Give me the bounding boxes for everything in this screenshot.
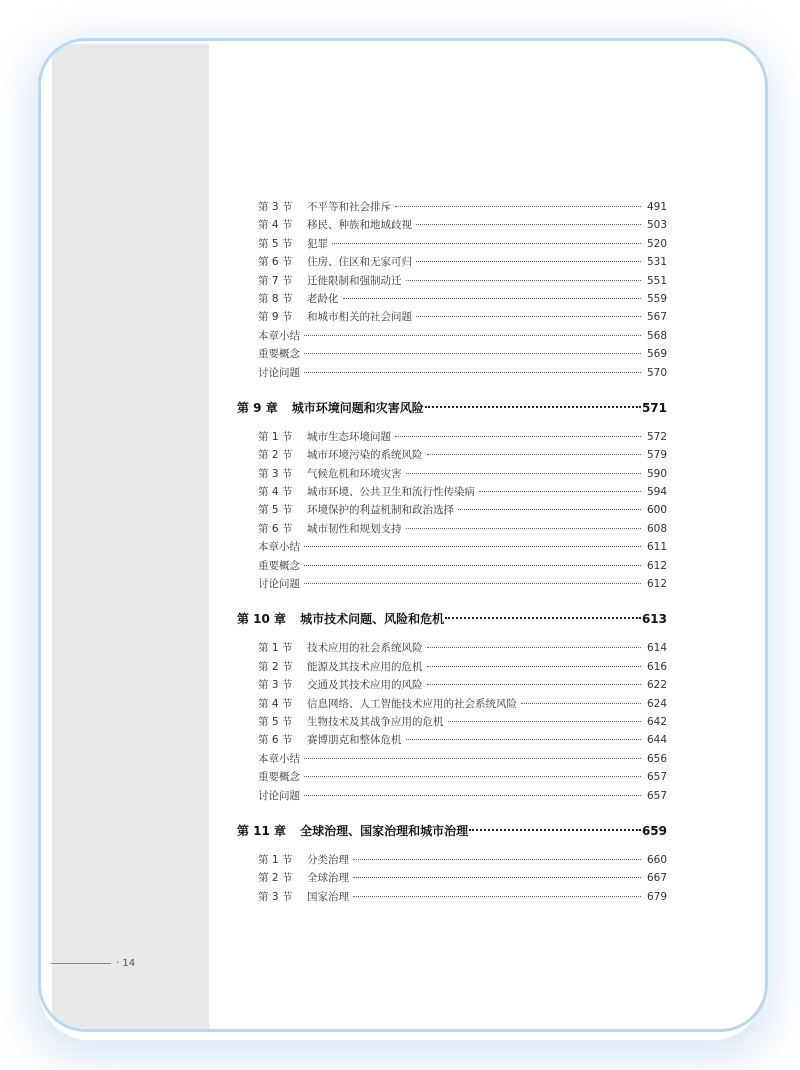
section-number: 第 1 节 bbox=[258, 853, 293, 866]
page-number bbox=[51, 958, 135, 969]
toc-entry[interactable] bbox=[237, 364, 667, 382]
leader-dots bbox=[416, 261, 641, 262]
section-title: 交通及其技术应用的风险 bbox=[307, 679, 423, 692]
toc-entry[interactable] bbox=[237, 253, 667, 271]
leader-dots bbox=[458, 509, 641, 510]
page-number-text: · 14 bbox=[116, 958, 136, 969]
leader-dots bbox=[304, 583, 641, 584]
leader-dots bbox=[469, 829, 641, 831]
chapter-title: 全球治理、国家治理和城市治理 bbox=[300, 823, 469, 838]
section-page: 657 bbox=[646, 771, 667, 784]
section-title: 和城市相关的社会问题 bbox=[307, 311, 412, 324]
section-number: 第 5 节 bbox=[258, 504, 293, 517]
leader-dots bbox=[448, 721, 642, 722]
section-page: 594 bbox=[646, 486, 667, 499]
section-title: 迁徙限制和强制动迁 bbox=[307, 274, 402, 287]
chapter-number: 第 9 章 bbox=[237, 400, 278, 415]
section-page: 656 bbox=[646, 752, 667, 765]
section-number: 第 8 节 bbox=[258, 292, 293, 305]
chapter-title: 城市环境问题和灾害风险 bbox=[291, 400, 424, 415]
leader-dots bbox=[406, 528, 642, 529]
toc-entry[interactable] bbox=[237, 888, 667, 906]
toc-entry[interactable] bbox=[237, 538, 667, 556]
section-page: 657 bbox=[646, 789, 667, 802]
section-number: 第 3 节 bbox=[258, 679, 293, 692]
section-title: 气候危机和环境灾害 bbox=[307, 467, 402, 480]
leader-dots bbox=[304, 335, 641, 336]
chapter-page: 613 bbox=[641, 612, 667, 627]
section-page: 612 bbox=[646, 578, 667, 591]
leader-dots bbox=[427, 454, 642, 455]
section-page: 567 bbox=[646, 311, 667, 324]
leader-dots bbox=[416, 224, 641, 225]
section-number: 第 9 节 bbox=[258, 311, 293, 324]
section-title: 城市生态环境问题 bbox=[307, 430, 391, 443]
section-page: 559 bbox=[646, 292, 667, 305]
chapter-page: 659 bbox=[641, 823, 667, 838]
section-number: 重要概念 bbox=[258, 348, 300, 361]
toc-entry[interactable] bbox=[237, 465, 667, 483]
leader-dots bbox=[353, 877, 641, 878]
toc-entry[interactable] bbox=[237, 501, 667, 519]
section-page: 616 bbox=[646, 660, 667, 673]
toc-entry[interactable] bbox=[237, 768, 667, 786]
section-title: 老龄化 bbox=[307, 292, 339, 305]
section-number: 第 5 节 bbox=[258, 237, 293, 250]
section-title: 信息网络、人工智能技术应用的社会系统风险 bbox=[307, 697, 517, 710]
leader-dots bbox=[304, 353, 641, 354]
leader-dots bbox=[332, 243, 641, 244]
page-number-rule bbox=[51, 963, 111, 964]
section-page: 611 bbox=[646, 541, 667, 554]
section-title: 国家治理 bbox=[307, 890, 349, 903]
toc-entry[interactable] bbox=[237, 327, 667, 345]
section-page: 614 bbox=[646, 642, 667, 655]
leader-dots bbox=[395, 436, 641, 437]
leader-dots bbox=[304, 795, 641, 796]
leader-dots bbox=[304, 758, 641, 759]
section-title: 不平等和社会排斥 bbox=[307, 201, 391, 213]
section-title: 分类治理 bbox=[307, 853, 349, 866]
section-title: 技术应用的社会系统风险 bbox=[307, 642, 423, 655]
section-title: 城市环境、公共卫生和流行性传染病 bbox=[307, 486, 475, 499]
toc-entry[interactable] bbox=[237, 557, 667, 575]
chapter-heading[interactable] bbox=[237, 820, 667, 842]
section-number: 本章小结 bbox=[258, 752, 300, 765]
section-number: 第 2 节 bbox=[258, 449, 293, 462]
section-number: 重要概念 bbox=[258, 771, 300, 784]
leader-dots bbox=[304, 776, 641, 777]
toc-entry[interactable] bbox=[237, 235, 667, 253]
section-title: 城市韧性和规划支持 bbox=[307, 522, 402, 535]
side-strip bbox=[52, 44, 209, 1032]
section-number: 第 3 节 bbox=[258, 467, 293, 480]
leader-dots bbox=[304, 565, 641, 566]
section-page: 579 bbox=[646, 449, 667, 462]
section-page: 600 bbox=[646, 504, 667, 517]
toc-entry[interactable] bbox=[237, 869, 667, 887]
section-page: 612 bbox=[646, 559, 667, 572]
section-number: 第 6 节 bbox=[258, 522, 293, 535]
leader-dots bbox=[479, 491, 641, 492]
leader-dots bbox=[304, 546, 641, 547]
section-number: 第 2 节 bbox=[258, 660, 293, 673]
section-number: 第 2 节 bbox=[258, 872, 293, 885]
section-page: 551 bbox=[646, 274, 667, 287]
toc-entry[interactable] bbox=[237, 428, 667, 446]
section-number: 第 1 节 bbox=[258, 430, 293, 443]
section-page: 608 bbox=[646, 522, 667, 535]
section-page: 503 bbox=[646, 219, 667, 232]
section-title: 全球治理 bbox=[307, 872, 349, 885]
leader-dots bbox=[416, 316, 641, 317]
toc-entry[interactable] bbox=[237, 345, 667, 363]
section-title: 能源及其技术应用的危机 bbox=[307, 660, 423, 673]
section-page: 569 bbox=[646, 348, 667, 361]
section-number: 第 4 节 bbox=[258, 219, 293, 232]
section-number: 讨论问题 bbox=[258, 578, 300, 591]
toc-entry[interactable] bbox=[237, 446, 667, 464]
toc-entry[interactable] bbox=[237, 658, 667, 676]
section-number: 本章小结 bbox=[258, 541, 300, 554]
chapter-number: 第 10 章 bbox=[237, 612, 287, 627]
leader-dots bbox=[406, 280, 642, 281]
section-number: 第 3 节 bbox=[258, 201, 293, 213]
section-page: 590 bbox=[646, 467, 667, 480]
leader-dots bbox=[353, 896, 641, 897]
section-number: 第 1 节 bbox=[258, 642, 293, 655]
section-title: 住房、住区和无家可归 bbox=[307, 256, 412, 269]
leader-dots bbox=[406, 473, 642, 474]
toc-entry[interactable] bbox=[237, 676, 667, 694]
chapter-number: 第 11 章 bbox=[237, 823, 287, 838]
section-number: 第 6 节 bbox=[258, 256, 293, 269]
chapter-heading[interactable] bbox=[237, 397, 667, 419]
section-title: 城市环境污染的系统风险 bbox=[307, 449, 423, 462]
toc-entry[interactable] bbox=[237, 308, 667, 326]
section-number: 第 6 节 bbox=[258, 734, 293, 747]
section-page: 644 bbox=[646, 734, 667, 747]
leader-dots bbox=[395, 206, 641, 207]
leader-dots bbox=[425, 406, 641, 408]
section-page: 667 bbox=[646, 872, 667, 885]
section-number: 第 7 节 bbox=[258, 274, 293, 287]
section-title: 犯罪 bbox=[307, 237, 328, 250]
toc-entry[interactable] bbox=[237, 520, 667, 538]
chapter-page: 571 bbox=[641, 400, 667, 415]
section-page: 531 bbox=[646, 256, 667, 269]
section-title: 移民、种族和地域歧视 bbox=[307, 219, 412, 232]
leader-dots bbox=[406, 739, 642, 740]
toc-entry[interactable] bbox=[237, 713, 667, 731]
section-number: 讨论问题 bbox=[258, 789, 300, 802]
leader-dots bbox=[445, 617, 641, 619]
section-page: 520 bbox=[646, 237, 667, 250]
chapter-heading[interactable] bbox=[237, 608, 667, 630]
section-page: 570 bbox=[646, 366, 667, 379]
toc-entry[interactable] bbox=[237, 198, 667, 216]
section-number: 第 5 节 bbox=[258, 715, 293, 728]
section-title: 环境保护的利益机制和政治选择 bbox=[307, 504, 454, 517]
leader-dots bbox=[427, 647, 642, 648]
section-page: 642 bbox=[646, 715, 667, 728]
toc-entry[interactable] bbox=[237, 639, 667, 657]
toc-entry[interactable] bbox=[237, 750, 667, 768]
section-page: 491 bbox=[646, 201, 667, 213]
toc-entry[interactable] bbox=[237, 216, 667, 234]
toc-entry[interactable] bbox=[237, 731, 667, 749]
section-page: 568 bbox=[646, 329, 667, 342]
page-frame bbox=[38, 38, 768, 1032]
toc-entry[interactable] bbox=[237, 695, 667, 713]
toc-entry[interactable] bbox=[237, 272, 667, 290]
leader-dots bbox=[353, 859, 641, 860]
toc-entry[interactable] bbox=[237, 575, 667, 593]
chapter-title: 城市技术问题、风险和危机 bbox=[300, 612, 445, 627]
leader-dots bbox=[343, 298, 642, 299]
section-page: 679 bbox=[646, 890, 667, 903]
section-page: 622 bbox=[646, 679, 667, 692]
toc-entry[interactable] bbox=[237, 787, 667, 805]
section-title: 生物技术及其战争应用的危机 bbox=[307, 715, 444, 728]
section-number: 第 3 节 bbox=[258, 890, 293, 903]
leader-dots bbox=[427, 666, 642, 667]
section-number: 重要概念 bbox=[258, 559, 300, 572]
section-page: 572 bbox=[646, 430, 667, 443]
section-page: 624 bbox=[646, 697, 667, 710]
toc-entry[interactable] bbox=[237, 483, 667, 501]
table-of-contents bbox=[237, 198, 667, 906]
toc-entry[interactable] bbox=[237, 290, 667, 308]
toc-entry[interactable] bbox=[237, 851, 667, 869]
section-number: 第 4 节 bbox=[258, 697, 293, 710]
leader-dots bbox=[521, 703, 641, 704]
section-number: 本章小结 bbox=[258, 329, 300, 342]
leader-dots bbox=[304, 372, 641, 373]
section-page: 660 bbox=[646, 853, 667, 866]
leader-dots bbox=[427, 684, 642, 685]
section-number: 第 4 节 bbox=[258, 486, 293, 499]
section-title: 赛博朋克和整体危机 bbox=[307, 734, 402, 747]
section-number: 讨论问题 bbox=[258, 366, 300, 379]
